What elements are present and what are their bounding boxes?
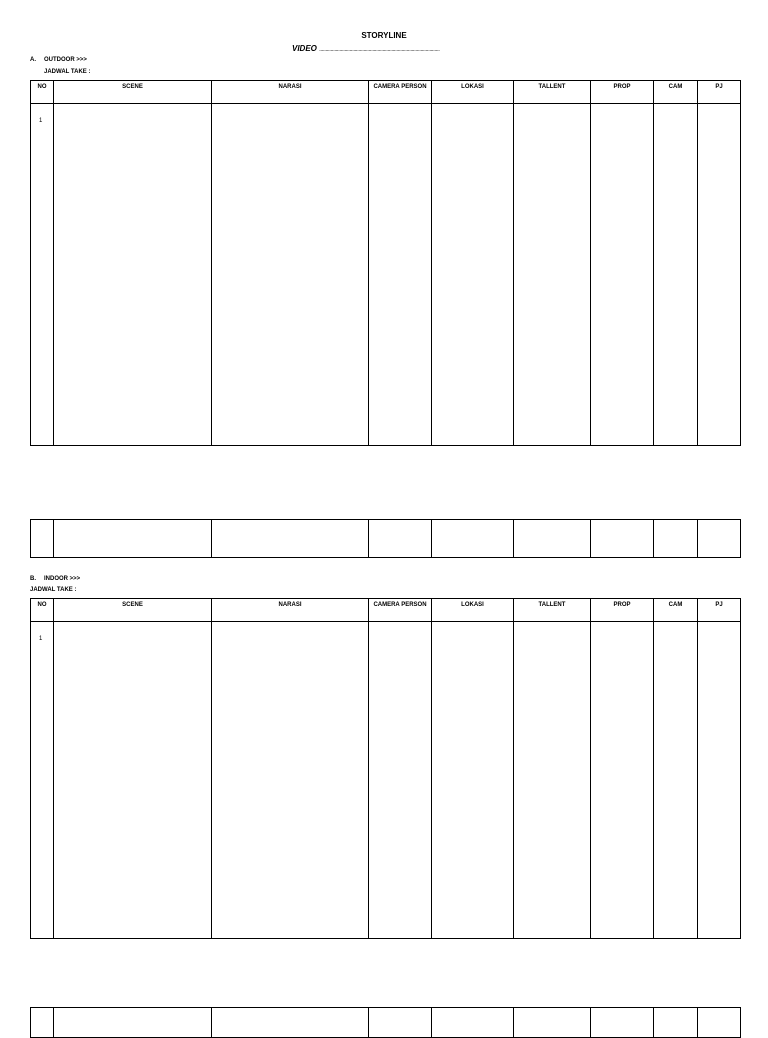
lokasi-cell[interactable] bbox=[432, 104, 514, 446]
outdoor-continuation-table bbox=[30, 519, 741, 558]
camera-person-cell[interactable] bbox=[369, 1008, 432, 1038]
narasi-cell[interactable] bbox=[212, 1008, 369, 1038]
narasi-cell[interactable] bbox=[212, 622, 369, 939]
tallent-cell[interactable] bbox=[514, 1008, 591, 1038]
scene-cell[interactable] bbox=[54, 1008, 212, 1038]
video-blank-line: ............................................................................................... bbox=[319, 47, 440, 53]
column-header-lokasi: LOKASI bbox=[432, 599, 514, 622]
cam-cell[interactable] bbox=[654, 104, 698, 446]
narasi-cell[interactable] bbox=[212, 520, 369, 558]
section-letter: A. bbox=[30, 57, 36, 63]
table-header-row bbox=[31, 81, 741, 104]
section-letter: B. bbox=[30, 576, 36, 582]
prop-cell[interactable] bbox=[591, 622, 654, 939]
row-number: 1 bbox=[31, 622, 54, 939]
pj-cell[interactable] bbox=[698, 622, 741, 939]
column-header-narasi: NARASI bbox=[212, 81, 369, 104]
column-header-camera-person: CAMERA PERSON bbox=[369, 599, 432, 622]
table-row bbox=[31, 1008, 741, 1038]
column-header-pj: PJ bbox=[698, 599, 741, 622]
tallent-cell[interactable] bbox=[514, 622, 591, 939]
cam-cell[interactable] bbox=[654, 622, 698, 939]
section-a-schedule-label: JADWAL TAKE : bbox=[44, 69, 91, 75]
lokasi-cell[interactable] bbox=[432, 622, 514, 939]
scene-cell[interactable] bbox=[54, 104, 212, 446]
tallent-cell[interactable] bbox=[514, 520, 591, 558]
video-label: VIDEO bbox=[292, 44, 317, 53]
column-header-tallent: TALLENT bbox=[514, 599, 591, 622]
lokasi-cell[interactable] bbox=[432, 1008, 514, 1038]
pj-cell[interactable] bbox=[698, 520, 741, 558]
section-a-heading bbox=[30, 57, 87, 63]
column-header-prop: PROP bbox=[591, 81, 654, 104]
column-header-no: NO bbox=[31, 599, 54, 622]
prop-cell[interactable] bbox=[591, 1008, 654, 1038]
tallent-cell[interactable] bbox=[514, 104, 591, 446]
column-header-lokasi: LOKASI bbox=[432, 81, 514, 104]
column-header-pj: PJ bbox=[698, 81, 741, 104]
row-number: 1 bbox=[31, 104, 54, 446]
table-row bbox=[31, 622, 741, 939]
column-header-cam: CAM bbox=[654, 81, 698, 104]
no-cell[interactable] bbox=[31, 1008, 54, 1038]
indoor-continuation-table bbox=[30, 1007, 741, 1038]
section-b-schedule-label: JADWAL TAKE : bbox=[30, 587, 77, 593]
pj-cell[interactable] bbox=[698, 104, 741, 446]
column-header-tallent: TALLENT bbox=[514, 81, 591, 104]
column-header-narasi: NARASI bbox=[212, 599, 369, 622]
section-name: OUTDOOR >>> bbox=[44, 57, 87, 63]
lokasi-cell[interactable] bbox=[432, 520, 514, 558]
no-cell[interactable] bbox=[31, 520, 54, 558]
pj-cell[interactable] bbox=[698, 1008, 741, 1038]
cam-cell[interactable] bbox=[654, 1008, 698, 1038]
column-header-prop: PROP bbox=[591, 599, 654, 622]
column-header-camera-person: CAMERA PERSON bbox=[369, 81, 432, 104]
table-row bbox=[31, 104, 741, 446]
scene-cell[interactable] bbox=[54, 520, 212, 558]
prop-cell[interactable] bbox=[591, 520, 654, 558]
column-header-scene: SCENE bbox=[54, 81, 212, 104]
table-header-row bbox=[31, 599, 741, 622]
narasi-cell[interactable] bbox=[212, 104, 369, 446]
column-header-scene: SCENE bbox=[54, 599, 212, 622]
scene-cell[interactable] bbox=[54, 622, 212, 939]
indoor-storyline-table bbox=[30, 598, 741, 939]
cam-cell[interactable] bbox=[654, 520, 698, 558]
camera-person-cell[interactable] bbox=[369, 520, 432, 558]
section-b-heading bbox=[30, 576, 80, 582]
camera-person-cell[interactable] bbox=[369, 104, 432, 446]
column-header-cam: CAM bbox=[654, 599, 698, 622]
prop-cell[interactable] bbox=[591, 104, 654, 446]
table-row bbox=[31, 520, 741, 558]
document-title: STORYLINE bbox=[361, 31, 407, 40]
document-subtitle bbox=[292, 44, 440, 53]
column-header-no: NO bbox=[31, 81, 54, 104]
section-name: INDOOR >>> bbox=[44, 576, 81, 582]
camera-person-cell[interactable] bbox=[369, 622, 432, 939]
outdoor-storyline-table bbox=[30, 80, 741, 446]
